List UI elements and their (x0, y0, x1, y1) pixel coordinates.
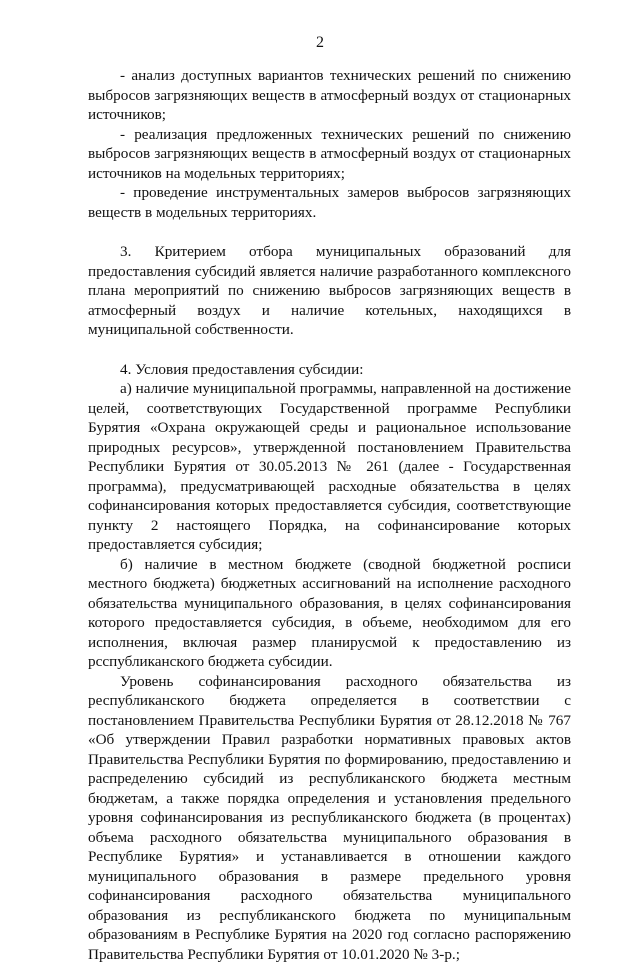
list-item-analysis: - анализ доступных вариантов технических решений по снижению выбросов загрязняющих веществ в атмосферный воздух от стационарных источников; (88, 66, 571, 125)
list-item-measurements: - проведение инструментальных замеров выбросов загрязняющих веществ в модельных территориях. (88, 183, 571, 222)
paragraph-conditions-heading: 4. Условия предоставления субсидии: (88, 360, 571, 380)
document-body (88, 66, 571, 964)
paragraph-condition-b: б) наличие в местном бюджете (сводной бюджетной росписи местного бюджета) бюджетных ассигнований на исполнение расходного обязательства муниципального образования, в целях софинансирования которого предоставляется субсидия, в объеме, необходимом для его исполнения, включая размер планирусмой к предоставлению из рсспубликанского бюджета субсидии. (88, 555, 571, 672)
page-number: 2 (0, 33, 640, 53)
list-item-implementation: - реализация предложенных технических решений по снижению выбросов загрязняющих веществ в атмосферный воздух от стационарных источников на модельных территориях; (88, 125, 571, 184)
paragraph-cofinancing-level: Уровень софинансирования расходного обязательства из республиканского бюджета определяется в соответствии с постановлением Правительства Республики Бурятия от 28.12.2018 № 767 «Об утверждении Правил разработки нормативных правовых актов Правительства Республики Бурятия по формированию, предоставлению и распределению субсидий из республиканского бюджета местным бюджетам, а также порядка определения и установления предельного уровня софинансирования из республиканского бюджета (в процентах) объема расходного обязательства муниципального образования в Республике Бурятия» и устанавливается в отношении каждого муниципального образования в размере предельного уровня софинансирования расходного обязательства муниципального образования из республиканского бюджета по муниципальным образованиям в Республике Бурятия на 2020 год согласно распоряжению Правительства Республики Бурятия от 10.01.2020 № 3-р.; (88, 672, 571, 964)
paragraph-condition-a: а) наличие муниципальной программы, направленной на достижение целей, соответствующих Государственной программе Республики Бурятия «Охрана окружающей среды и рациональное использование природных ресурсов», утвержденной постановлением Правительства Республики Бурятия от 30.05.2013 № 261 (далее - Государственная программа), предусматривающей расходные обязательства в целях софинансирования которых предоставляется субсидия, соответствующие пункту 2 настоящего Порядка, на софинансирование которых предоставляется субсидия; (88, 379, 571, 555)
paragraph-criteria: 3. Критерием отбора муниципальных образований для предоставления субсидий является наличие разработанного комплексного плана мероприятий по снижению выбросов загрязняющих веществ в атмосферный воздух и наличие котельных, находящихся в муниципальной собственности. (88, 242, 571, 340)
